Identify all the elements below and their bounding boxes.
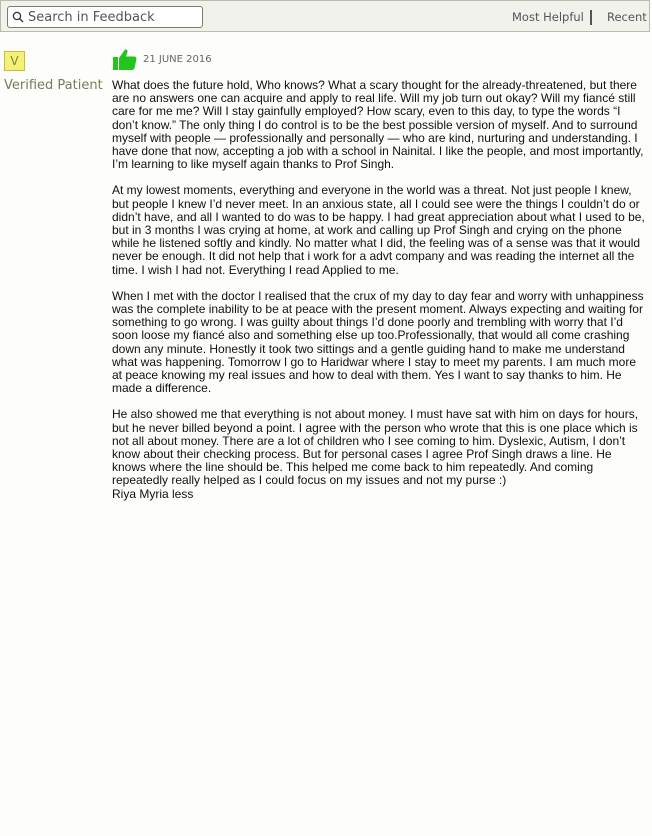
search-icon bbox=[12, 11, 24, 23]
review-body bbox=[112, 79, 648, 501]
review-paragraph: What does the future hold, Who knows? What a scary thought for the already-threatened, but there are no answers one can acquire and apply to real life. Will my job turn out okay? Will my fiancé still care for me me? Will I stay gainfully employed? How scary, even to this day, to type the words “I don’t know.” The only thing I do control is to be the best possible version of myself. And to surround myself with people — professionally and personally — who are kind, nurturing and understanding. I have done that now, accepting a job with a school in Nainital. I like the people, and most importantly, I’m learning to like myself again thanks to Prof Singh. bbox=[112, 78, 644, 172]
review-paragraph: When I met with the doctor I realised that the crux of my day to day fear and worry with unhappiness was the complete inability to be at peace with the present moment. Always expecting and waiting for something to go wrong. I was guilty about things I’d done poorly and trembling with worry that I’d soon loose my fiancé also and something else up too.Professionally, that would all come crashing down any minute. Honestly it took two sittings and a gentle guiding hand to make me understand what was happening. Tomorrow I go to Haridwar where I stay to meet my parents. I am much more at peace knowing my real issues and how to deal with them. Yes I want to say thanks to him. He made a difference. bbox=[112, 288, 644, 396]
reviewer-label: Verified Patient bbox=[4, 78, 103, 93]
review-date: 21 JUNE 2016 bbox=[143, 54, 212, 65]
review-paragraph: At my lowest moments, everything and everyone in the world was a threat. Not just people I knew, but people I knew I’d never meet. In an anxious state, all I could see were the things I couldn’t do or didn’t have, and all I wanted to do was to be happy. I had great appreciation about what I used to be, but in 3 months I was crying at home, at work and calling up Prof Singh and crying on the phone while he listened softly and kindly. No matter what I did, the feeling was of a sense was that it would never be enough. It did not help that i work for a advt company and was reading the internet all the time. I wish I had not. Everything I read Applied to me. bbox=[112, 183, 645, 277]
review-paragraph: He also showed me that everything is not about money. I must have sat with him on days for hours, but he never billed beyond a point. I agree with the person who wrote that this is one place which is not all about money. There are a lot of children who I see coming to him. Dyslexic, Autism, I don’t know about their checking process. But for personal cases I agree Prof Singh draws a line. He knows where the line should be. This helped me come back to him repeatedly. And coming repeatedly really helped as I could focus on my issues and not my purse :) bbox=[112, 407, 639, 488]
feedback-toolbar bbox=[0, 0, 650, 32]
review-signature: Riya Myria less bbox=[112, 486, 194, 501]
sort-most-helpful[interactable]: Most Helpful bbox=[512, 10, 584, 24]
sort-divider bbox=[590, 10, 592, 25]
search-input[interactable] bbox=[28, 8, 198, 26]
search-box[interactable] bbox=[7, 6, 203, 28]
thumbs-up-icon bbox=[113, 48, 137, 70]
avatar: V bbox=[4, 51, 25, 71]
sort-recent[interactable]: Recent bbox=[607, 10, 647, 24]
